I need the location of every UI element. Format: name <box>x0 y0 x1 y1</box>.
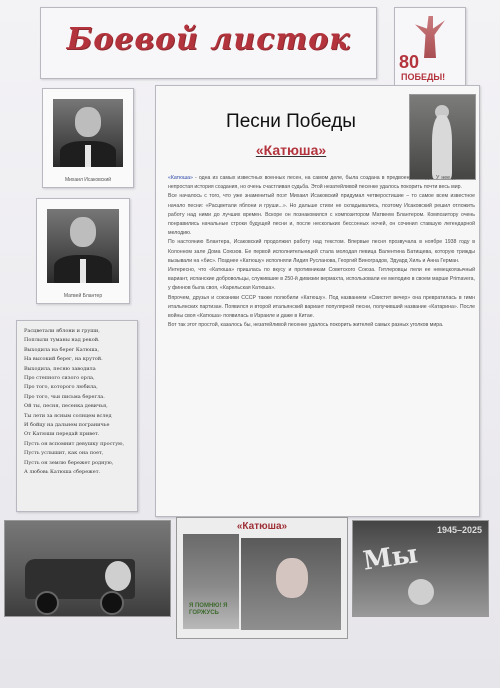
war-truck-photo <box>4 520 171 617</box>
lyrics-line: Ты лети за ясным солнцем вслед <box>24 412 112 419</box>
lyrics-line: И бойцу на дальнем пограничье <box>24 422 110 429</box>
victory-poster <box>352 520 489 617</box>
poster-word: Мы <box>361 539 420 577</box>
lyrics-lines <box>24 327 133 478</box>
lyrics-line: А любовь Катюша сбережет. <box>24 469 101 476</box>
paragraph-text: - одна из самых известных военных песен, на самом деле, была создана в предвоенные годы. У нее довольно непростая история создания, но очень счастливая судьба. Этой незатейливой песенке удалось покорить почти весь мир. <box>168 175 475 191</box>
poster-years: 1945–2025 <box>436 525 482 535</box>
article-paragraph <box>168 192 475 238</box>
portrait-caption: Михаил Исаковский <box>64 177 112 183</box>
portrait-blanter <box>36 198 130 304</box>
article-subtitle-text: «Катюша» <box>255 142 327 158</box>
lyrics-line: Пусть услышит, как она поет, <box>24 450 104 457</box>
lyrics-line: Про того, которого любила, <box>24 384 98 391</box>
article-paragraph <box>168 238 475 266</box>
lyrics-line: От Катюши передай привет. <box>24 431 100 438</box>
collage-portrait <box>241 538 341 630</box>
collage-left-image <box>183 534 239 629</box>
paragraph-text: Впрочем, друзья и союзники СССР также полюбили «Катюшу». Под названием «Свистит вечер» она превратилась в гимн итальянских партизан. Появился и второй итальянский вариант популярной песни, получивший название «Катарина». После войны своя «Катюша» появилась в Израиле и даже в Китае. <box>168 294 475 320</box>
article-panel <box>155 85 480 517</box>
singer-photo <box>409 94 476 180</box>
motherland-statue-icon <box>415 16 445 58</box>
article-title: Песни Победы <box>226 111 356 132</box>
badge-text: ПОБЕДЫ! <box>401 72 446 82</box>
paragraph-text: Все началось с того, что уже знаменитый поэт Михаил Исаковский придумал четверостишие – то самое всем известное начало песни: «Расцветали яблони и груши...». Но дальше стихи не складывались, поэтому Исаковский решил отложить работу над ними до лучших времен. Вскоре он познакомился с композитором Матвеем Блантером. Композитору очень понравились начальные строки будущей песни и, после нескольких бессонных ночей, он сочинил ставшую легендарной мелодию. <box>168 193 475 237</box>
article-paragraph <box>168 266 475 294</box>
paragraph-text: Вот так этот простой, казалось бы, незатейливой песенке удалось покорить жителей самых разных уголков мира. <box>168 322 444 329</box>
badge-number: 80 <box>399 52 420 72</box>
article-body <box>168 174 475 330</box>
katyusha-collage <box>176 517 348 639</box>
lyrics-line: Выходила, песню заводила <box>24 365 96 372</box>
lyrics-line: Про степного сизого орла, <box>24 375 95 382</box>
article-paragraph <box>168 174 475 192</box>
article-subtitle <box>176 142 406 158</box>
paragraph-text: По настоянию Блантера, Исаковский продолжил работу над текстом. Впервые песня прозвучала в ноябре 1938 году в Колонном зале Дома Союзов. Ее первой исполнительницей стала молодая певица Валентина Батищева, которую трижды вызывали на «бис». Позднее «Катюшу» исполняли Лидия Русланова, Георгий Виноградов, Эдуард Хиль и Анна Герман. <box>168 239 475 264</box>
paragraph-lead: «Катюша» <box>168 175 193 181</box>
collage-caption: Я ПОМНЮ! Я ГОРЖУСЬ <box>189 603 228 616</box>
lyrics-line: На высокий берег, на крутой. <box>24 356 103 363</box>
lyrics-line: Пусть он землю бережет родную, <box>24 459 114 466</box>
lyrics-line: Поплыли туманы над рекой. <box>24 337 100 344</box>
lyrics-line: Расцветали яблони и груши, <box>24 328 100 334</box>
portrait-photo <box>53 99 123 167</box>
article-paragraph <box>168 294 475 322</box>
lyrics-line: Выходила на берег Катюша, <box>24 346 100 353</box>
header-banner <box>40 7 377 79</box>
portrait-isakovsky <box>42 88 134 188</box>
leaflet-title: Боевой листок <box>66 22 351 57</box>
portrait-caption: Матвей Блантер <box>63 293 103 299</box>
portrait-photo <box>47 209 119 283</box>
article-paragraph <box>168 321 475 330</box>
paragraph-text: Интересно, что «Катюша» пришлась по вкусу и противникам Советского Союза. Гитлеровцы пели ее немецкоязычный вариант, испанские добровольцы, служившие в 250-й дивизии вермахта, использовали ее мелодию в своем марше Primavera, у финнов была своя, «Карельская Катюша». <box>168 267 475 292</box>
lyrics-line: Пусть он вспомнит девушку простую, <box>24 440 125 447</box>
collage-title: «Катюша» <box>236 521 288 532</box>
victory-80-badge <box>394 7 466 89</box>
song-lyrics-panel <box>16 320 138 512</box>
lyrics-line: Ой ты, песня, песенка девичья, <box>24 403 108 410</box>
lyrics-line: Про того, чьи письма берегла. <box>24 393 105 400</box>
